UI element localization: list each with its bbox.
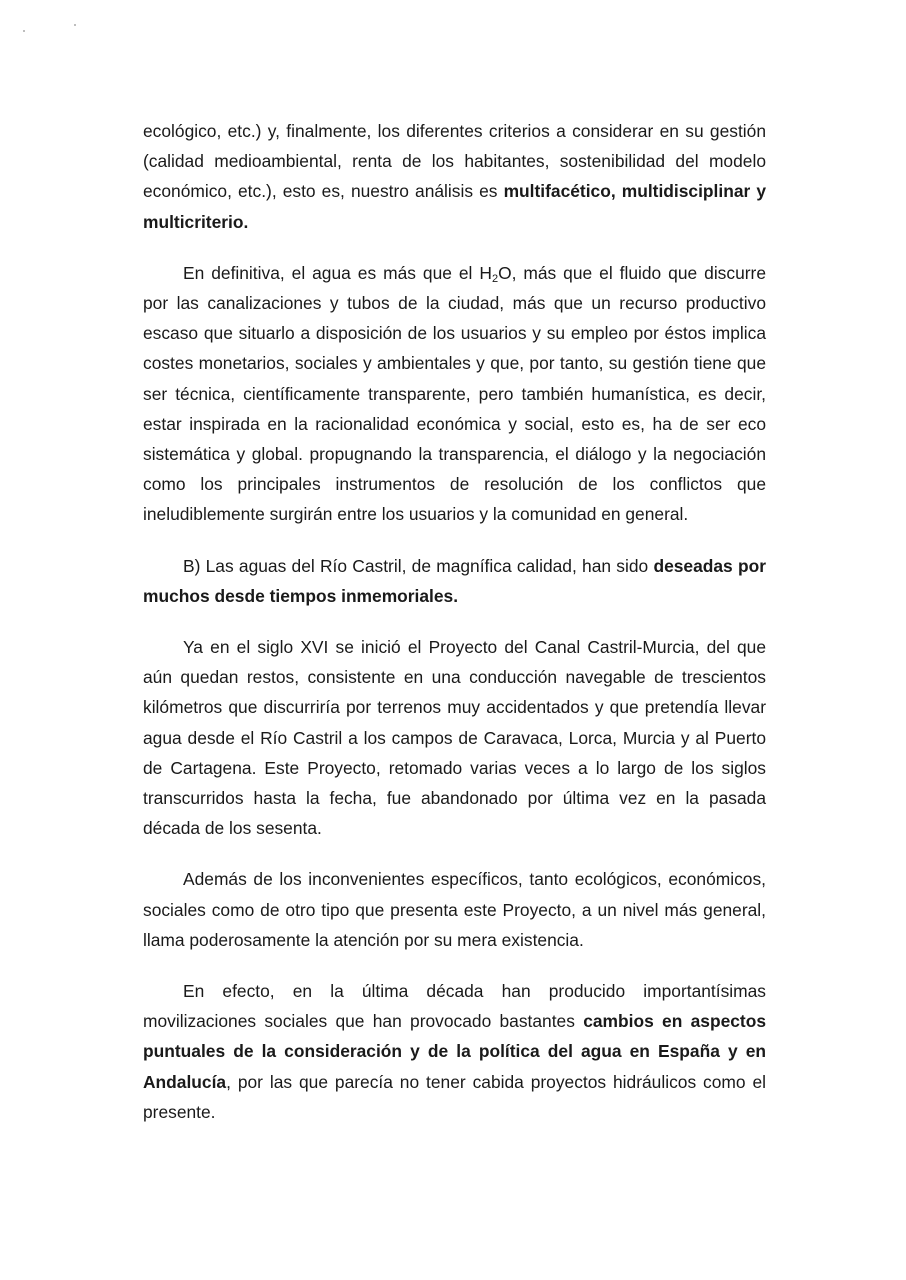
paragraph [143,116,766,237]
text-run: ecológico, etc.) y, finalmente, los diferentes criterios a considerar en su gestión (calidad medioambiental, renta de los habitantes, sostenibilidad del modelo económico, etc.), esto es, nuestro análisis es [143,121,766,202]
text-run: Además de los inconvenientes específicos, tanto ecológicos, económicos, sociales como de otro tipo que presenta este Proyecto, a un nivel más general, llama poderosamente la atención por su mera existencia. [143,869,766,950]
text-run: , por las que parecía no tener cabida proyectos hidráulicos como el presente. [143,1071,766,1122]
paragraph [143,976,766,1127]
paragraph [143,258,766,530]
bold-text-run: deseadas por muchos desde tiempos inmemoriales. [143,555,766,606]
document-page [143,116,766,1148]
text-run: B) Las aguas del Río Castril, de magnífica calidad, han sido [183,555,654,576]
scan-speck [74,24,76,26]
scan-speck [23,30,25,32]
text-run: En definitiva, el agua es más que el H [183,262,492,283]
paragraph [143,632,766,843]
bold-text-run: multifacético, multidisciplinar y multicriterio. [143,181,766,232]
text-run: Ya en el siglo XVI se inició el Proyecto del Canal Castril-Murcia, del que aún quedan restos, consistente en una conducción navegable de trescientos kilómetros que discurriría por terrenos muy accidentados y que pretendía llevar agua desde el Río Castril a los campos de Caravaca, Lorca, Murcia y al Puerto de Cartagena. Este Proyecto, retomado varias veces a lo largo de los siglos transcurridos hasta la fecha, fue abandonado por última vez en la pasada década de los sesenta. [143,637,766,839]
text-run: En efecto, en la última década han producido importantísimas movilizaciones sociales que han provocado bastantes [143,981,766,1032]
subscript-text: 2 [491,272,499,285]
text-run: O, más que el fluido que discurre por las canalizaciones y tubos de la ciudad, más que un recurso productivo escaso que situarlo a disposición de los usuarios y su empleo por éstos implica costes monetarios, sociales y ambientales y que, por tanto, su gestión tiene que ser técnica, científicamente transparente, pero también humanística, es decir, estar inspirada en la racionalidad económica y social, esto es, ha de ser eco sistemática y global. propugnando la transparencia, el diálogo y la negociación como los principales instrumentos de resolución de los conflictos que ineludiblemente surgirán entre los usuarios y la comunidad en general. [143,262,766,525]
paragraph [143,864,766,955]
paragraph [143,551,766,611]
bold-text-run: cambios en aspectos puntuales de la consideración y de la política del agua en España y en Andalucía [143,1011,766,1092]
